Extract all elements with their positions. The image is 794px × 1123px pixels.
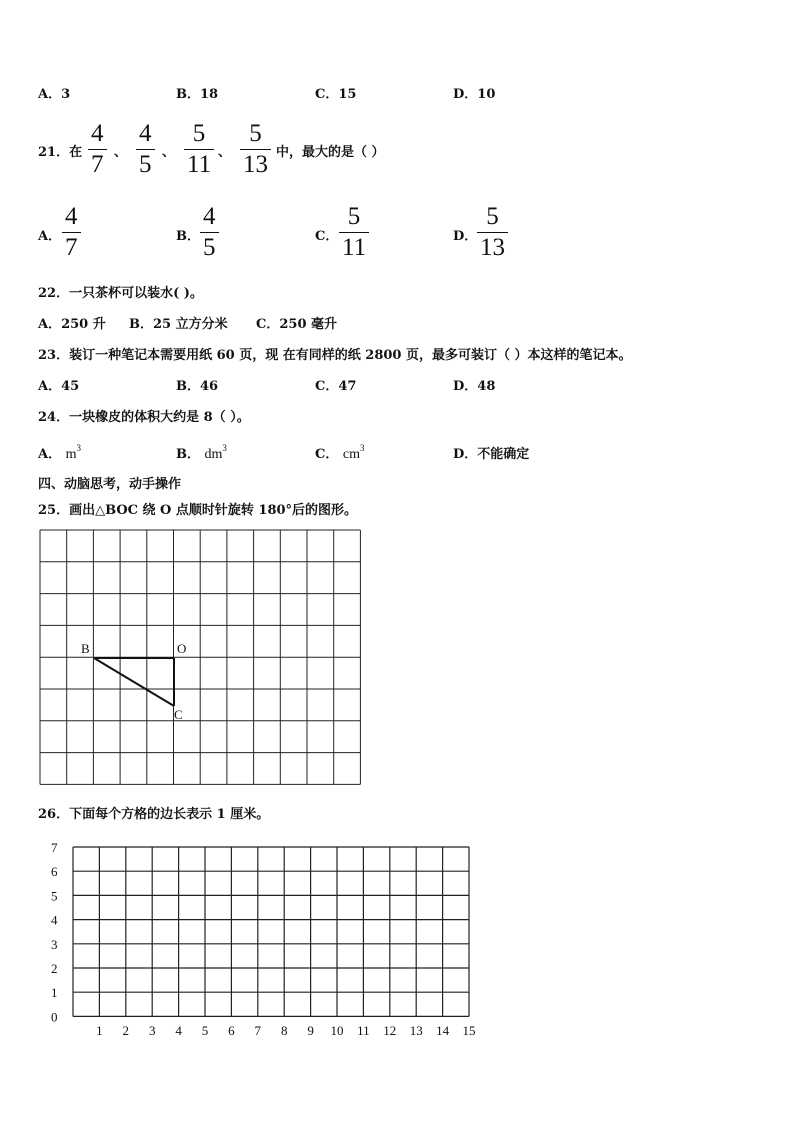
q21-suffix: 中，最大的是（ ） [276,145,385,160]
y-axis-label: 1 [51,985,58,1001]
q22-option-a[interactable]: A．250 升 [38,317,106,332]
triangle-side-bc [94,658,174,706]
y-axis-label: 2 [51,961,58,976]
x-axis-label: 1 [96,1023,103,1038]
q21-fraction-1: 4 7 [88,121,107,177]
section-4-title: 四、动脑思考，动手操作 [38,477,182,492]
q21-separator-3: 、 [218,145,232,160]
y-axis-label: 4 [51,912,58,928]
q24-option-b[interactable]: B． $dm^3$ [176,443,227,462]
q21-prefix: 21．在 [38,145,83,160]
q21-fraction-2: 4 5 [136,121,155,177]
x-axis-label: 9 [307,1023,314,1038]
q24-option-d[interactable]: D．不能确定 [453,447,530,462]
q24-option-a[interactable]: A． $m^3$ [38,443,82,462]
q23-option-d[interactable]: D．48 [453,379,496,394]
label-o: O [177,641,187,656]
q20-option-d[interactable]: D．10 [453,87,496,102]
x-axis-label: 15 [462,1023,476,1038]
q22-option-c[interactable]: C．250 毫升 [256,317,338,332]
q20-option-a[interactable]: A．3 [38,87,71,102]
q25-grid [40,530,360,784]
q26-grid [73,847,469,1016]
x-axis-label: 3 [148,1023,156,1038]
q20-option-c[interactable]: C．15 [315,87,357,102]
q26-question: 26．下面每个方格的边长表示 1 厘米。 [38,807,270,822]
x-axis-label: 10 [330,1023,344,1038]
y-axis-label: 0 [51,1009,58,1025]
q21-option-b-fraction[interactable]: 4 5 [200,204,219,260]
y-axis-label: 3 [51,936,58,952]
x-axis-label: 5 [201,1023,209,1038]
q23-option-c[interactable]: C．47 [315,379,357,394]
q21-separator-1: 、 [114,145,128,160]
x-axis-label: 14 [436,1023,450,1038]
q26-x-axis-labels [96,1023,475,1038]
x-axis-label: 4 [175,1023,182,1038]
q21-option-a-fraction[interactable]: 4 7 [62,204,81,260]
q21-fraction-4: 5 13 [240,121,271,177]
q21-option-c-letter[interactable]: C． [315,229,339,244]
q21-option-c-fraction[interactable]: 5 11 [339,204,369,260]
q21-option-d-letter[interactable]: D． [453,229,478,244]
q24-question: 24．一块橡皮的体积大约是 8（ ）。 [38,410,250,425]
q22-question: 22．一只茶杯可以装水( )。 [38,286,203,301]
x-axis-label: 11 [357,1023,370,1038]
q25-question: 25．画出△BOC 绕 O 点顺时针旋转 180°后的图形。 [38,503,358,518]
y-axis-label: 7 [51,840,58,855]
x-axis-label: 6 [228,1023,235,1038]
q23-question: 23．装订一种笔记本需要用纸 60 页，现 在有同样的纸 2800 页，最多可装订（ ）本这样的笔记本。 [38,348,632,363]
q21-option-a-letter[interactable]: A． [38,229,62,244]
q22-option-b[interactable]: B．25 立方分米 [129,317,228,332]
x-axis-label: 12 [383,1023,397,1038]
x-axis-label: 2 [122,1023,130,1038]
label-c: C [174,707,183,722]
q21-option-b-letter[interactable]: B． [176,229,200,244]
q23-option-b[interactable]: B．46 [176,379,219,394]
x-axis-label: 8 [280,1023,288,1038]
q20-option-b[interactable]: B．18 [176,87,219,102]
x-axis-label: 13 [409,1023,423,1038]
x-axis-label: 7 [254,1023,262,1038]
q26-y-axis-labels [51,840,58,1024]
q23-option-a[interactable]: A．45 [38,379,80,394]
label-b: B [81,641,90,656]
q21-option-d-fraction[interactable]: 5 13 [477,204,508,260]
y-axis-label: 6 [51,864,58,880]
q21-separator-2: 、 [162,145,176,160]
q21-fraction-3: 5 11 [184,121,214,177]
q24-option-c[interactable]: C． $cm^3$ [315,443,365,462]
q25-triangle-boc [94,658,174,706]
y-axis-label: 5 [51,888,58,904]
